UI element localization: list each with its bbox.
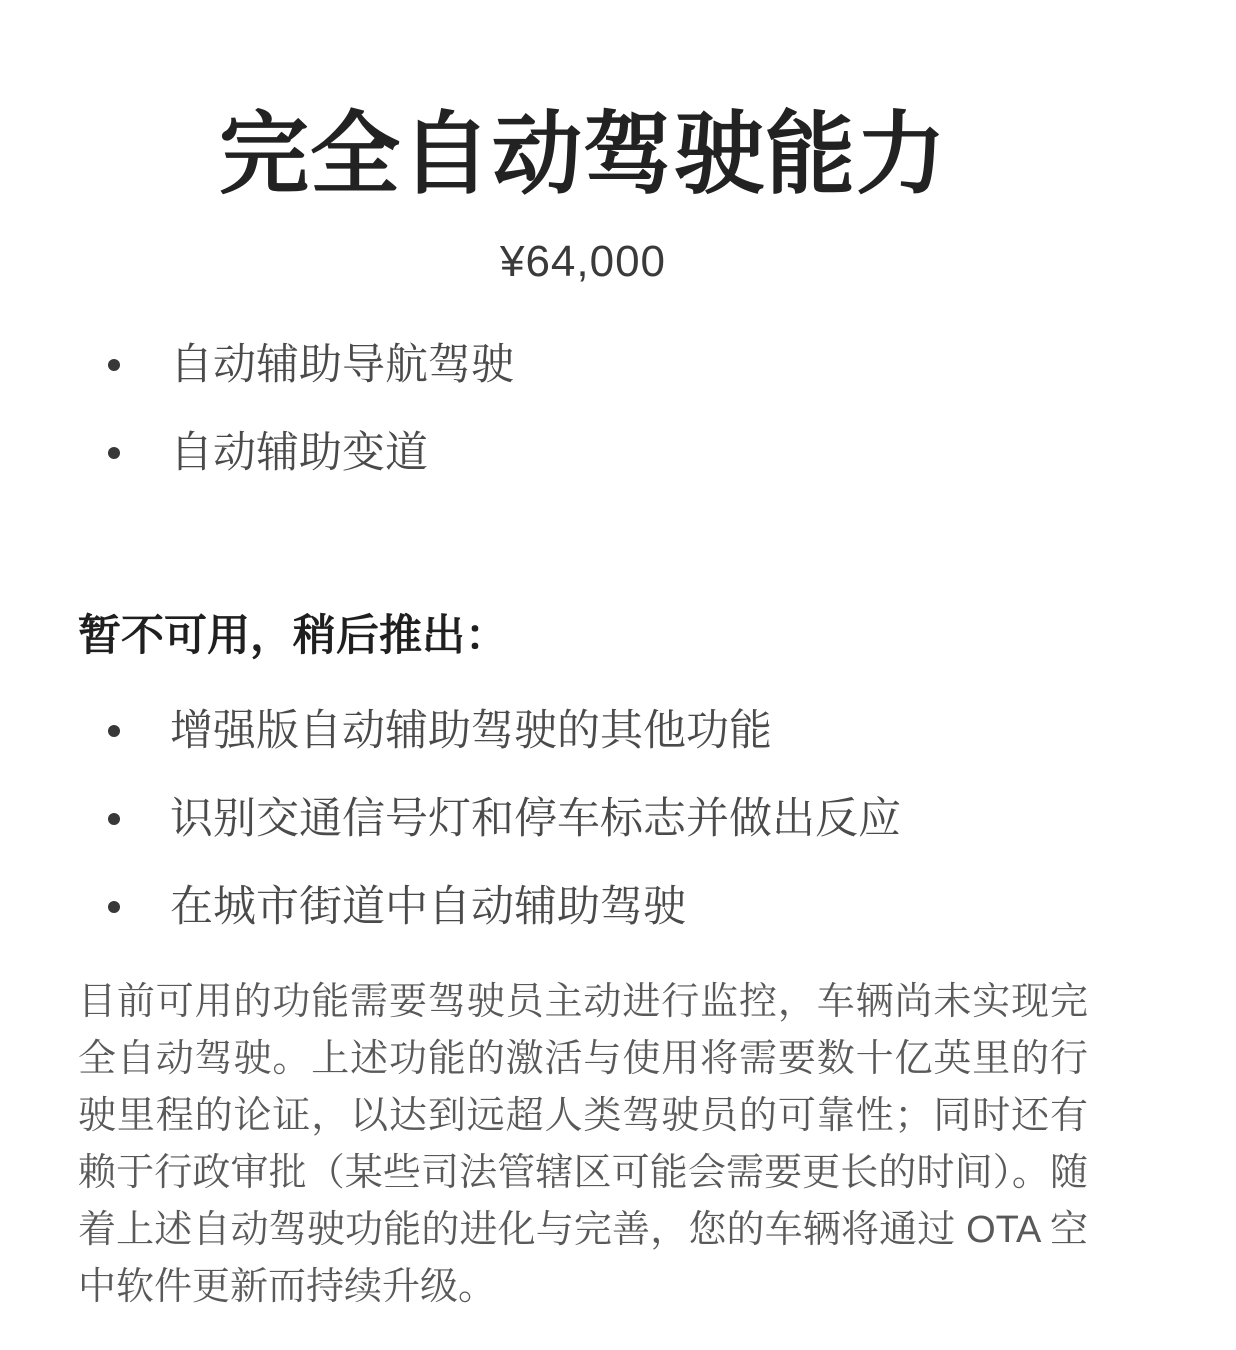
list-item xyxy=(78,882,1088,932)
feature-label: 自动辅助变道 xyxy=(170,429,428,478)
bullet-icon xyxy=(108,813,120,825)
included-feature-list xyxy=(78,340,1088,478)
bullet-icon xyxy=(108,359,120,371)
bullet-icon xyxy=(108,901,120,913)
list-item xyxy=(78,428,1088,478)
price-label: ¥64,000 xyxy=(499,236,667,286)
feature-label: 在城市街道中自动辅助驾驶 xyxy=(170,882,686,931)
upcoming-heading: 暂不可用，稍后推出： xyxy=(78,612,508,661)
feature-label: 自动辅助导航驾驶 xyxy=(170,341,514,390)
list-item xyxy=(78,794,1088,844)
list-item xyxy=(78,706,1088,756)
page-title: 完全自动驾驶能力 xyxy=(219,105,947,205)
disclaimer-text: 目前可用的功能需要驾驶员主动进行监控，车辆尚未实现完全自动驾驶。上述功能的激活与使用将需要数十亿英里的行驶里程的论证，以达到远超人类驾驶员的可靠性；同时还有赖于行政审批（某些司法管辖区可能会需要更长的时间）。随着上述自动驾驶功能的进化与完善，您的车辆将通过 OTA 空中软件更新而持续升级。 xyxy=(78,980,1088,1308)
bullet-icon xyxy=(108,447,120,459)
feature-label: 增强版自动辅助驾驶的其他功能 xyxy=(170,706,772,755)
feature-label: 识别交通信号灯和停车标志并做出反应 xyxy=(170,794,901,843)
list-item xyxy=(78,340,1088,390)
upcoming-feature-list xyxy=(78,706,1088,932)
bullet-icon xyxy=(108,725,120,737)
